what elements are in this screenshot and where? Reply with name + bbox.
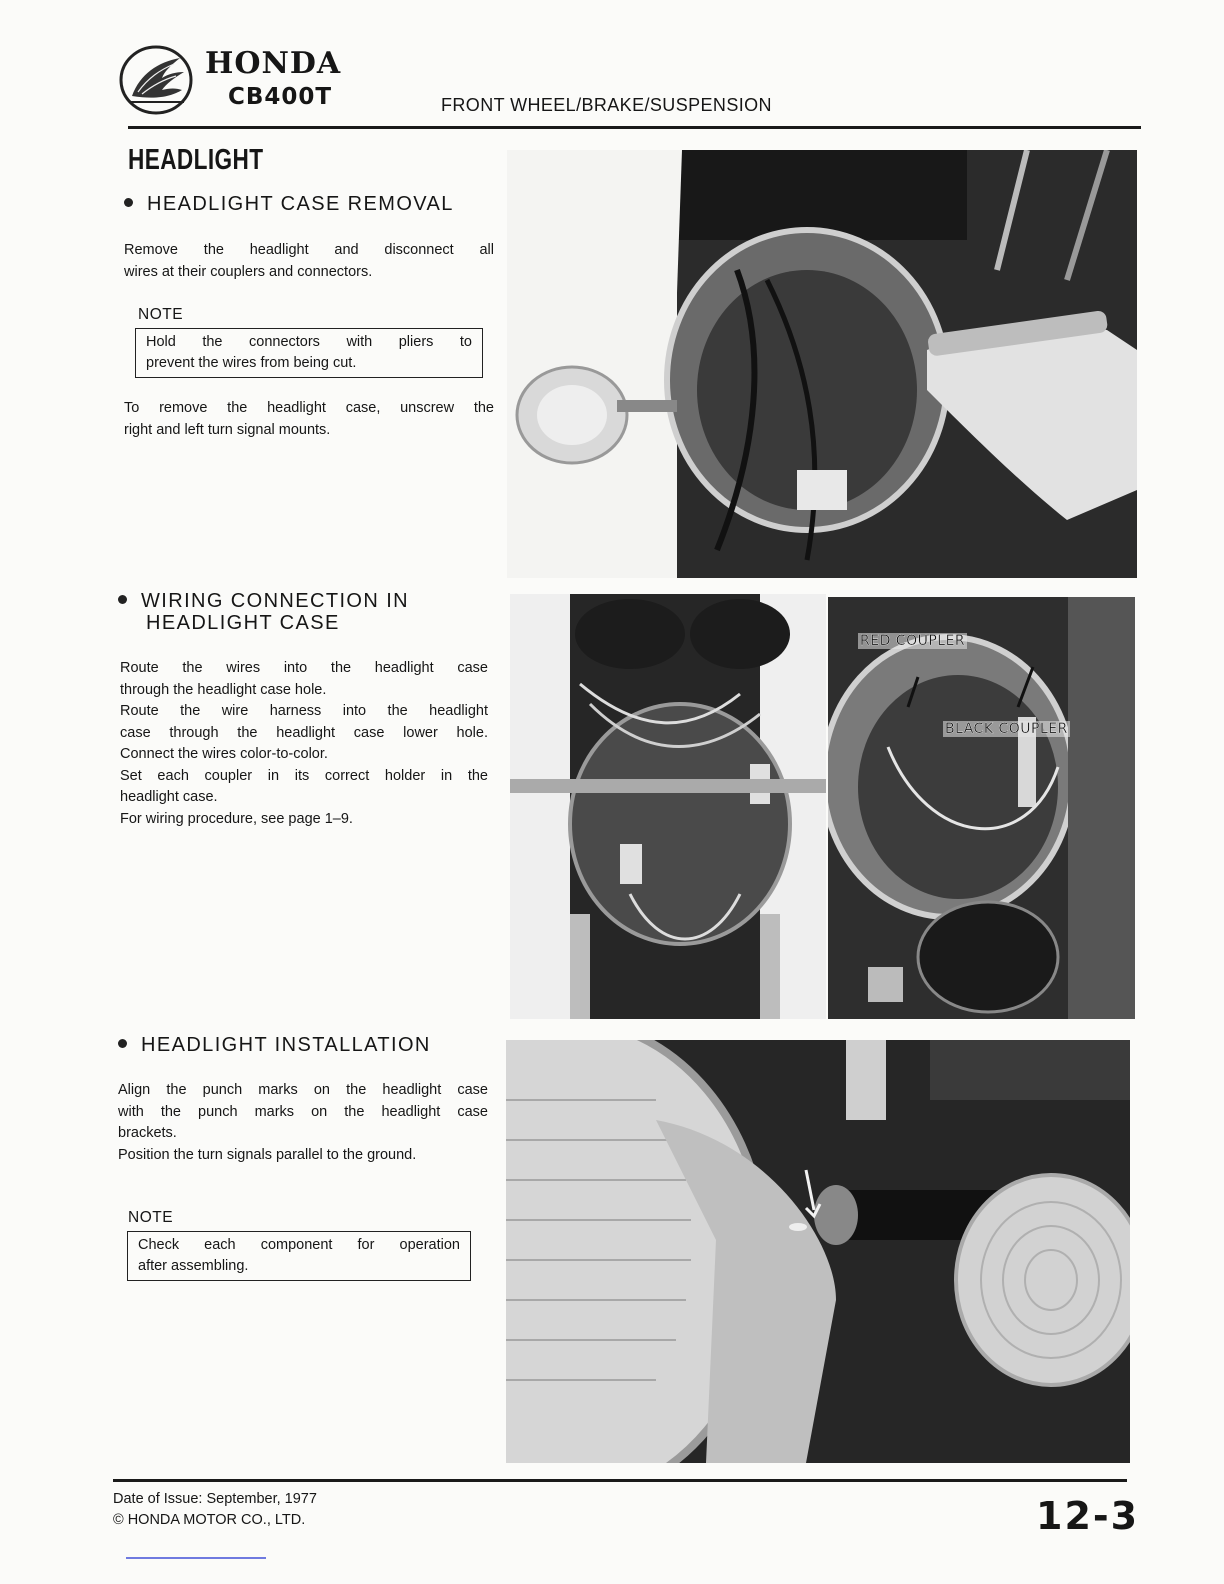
- installation-heading: HEADLIGHT INSTALLATION: [118, 1034, 431, 1057]
- brand-name: HONDA: [205, 46, 342, 81]
- footer-info: [113, 1489, 317, 1531]
- wiring-harness-photo: [510, 594, 826, 1019]
- footer-rule: [113, 1479, 1127, 1482]
- page-title: HEADLIGHT: [128, 144, 264, 176]
- headlight-installation-photo: [506, 1040, 1130, 1463]
- wiring-paragraph: Route the wires into the headlight case through the headlight case hole. Route the wire harness into the headlight case through the headlight case lower hole. Connect the wires color-to-color. Set each coupler in its correct holder in the headlight case. For wiring procedure, see page 1–9.: [120, 660, 488, 827]
- model-name: CB400T: [228, 84, 333, 110]
- black-coupler-callout: BLACK COUPLER: [945, 721, 1068, 737]
- decorative-line: [126, 1557, 266, 1559]
- issue-date: Date of Issue: September, 1977: [113, 1491, 317, 1507]
- wiring-heading: WIRING CONNECTION IN HEADLIGHT CASE: [118, 590, 409, 634]
- section-title: FRONT WHEEL/BRAKE/SUSPENSION: [441, 95, 772, 115]
- copyright: © HONDA MOTOR CO., LTD.: [113, 1512, 306, 1528]
- turn-signal-paragraph: To remove the headlight case, unscrew the right and left turn signal mounts.: [124, 400, 494, 438]
- bullet-icon: [118, 595, 127, 604]
- note-box: Check each component for operation after assembling.: [127, 1231, 471, 1281]
- note-label: NOTE: [138, 306, 184, 323]
- honda-wing-logo: [118, 44, 196, 116]
- bullet-icon: [118, 1039, 127, 1048]
- installation-paragraph: Align the punch marks on the headlight case with the punch marks on the headlight case brackets. Position the turn signals parallel to the ground.: [118, 1082, 488, 1163]
- red-coupler-callout: RED COUPLER: [860, 633, 966, 649]
- bullet-icon: [124, 198, 133, 207]
- note-box: Hold the connectors with pliers to prevent the wires from being cut.: [135, 328, 483, 378]
- headlight-case-removal-photo: [507, 150, 1137, 578]
- headlight-case-couplers-photo: [828, 597, 1135, 1019]
- case-removal-paragraph: Remove the headlight and disconnect all wires at their couplers and connectors.: [124, 242, 494, 280]
- page-number: 12-3: [1036, 1494, 1140, 1538]
- case-removal-heading: HEADLIGHT CASE REMOVAL: [124, 193, 454, 216]
- note-label: NOTE: [128, 1209, 174, 1226]
- header-rule: [128, 126, 1141, 129]
